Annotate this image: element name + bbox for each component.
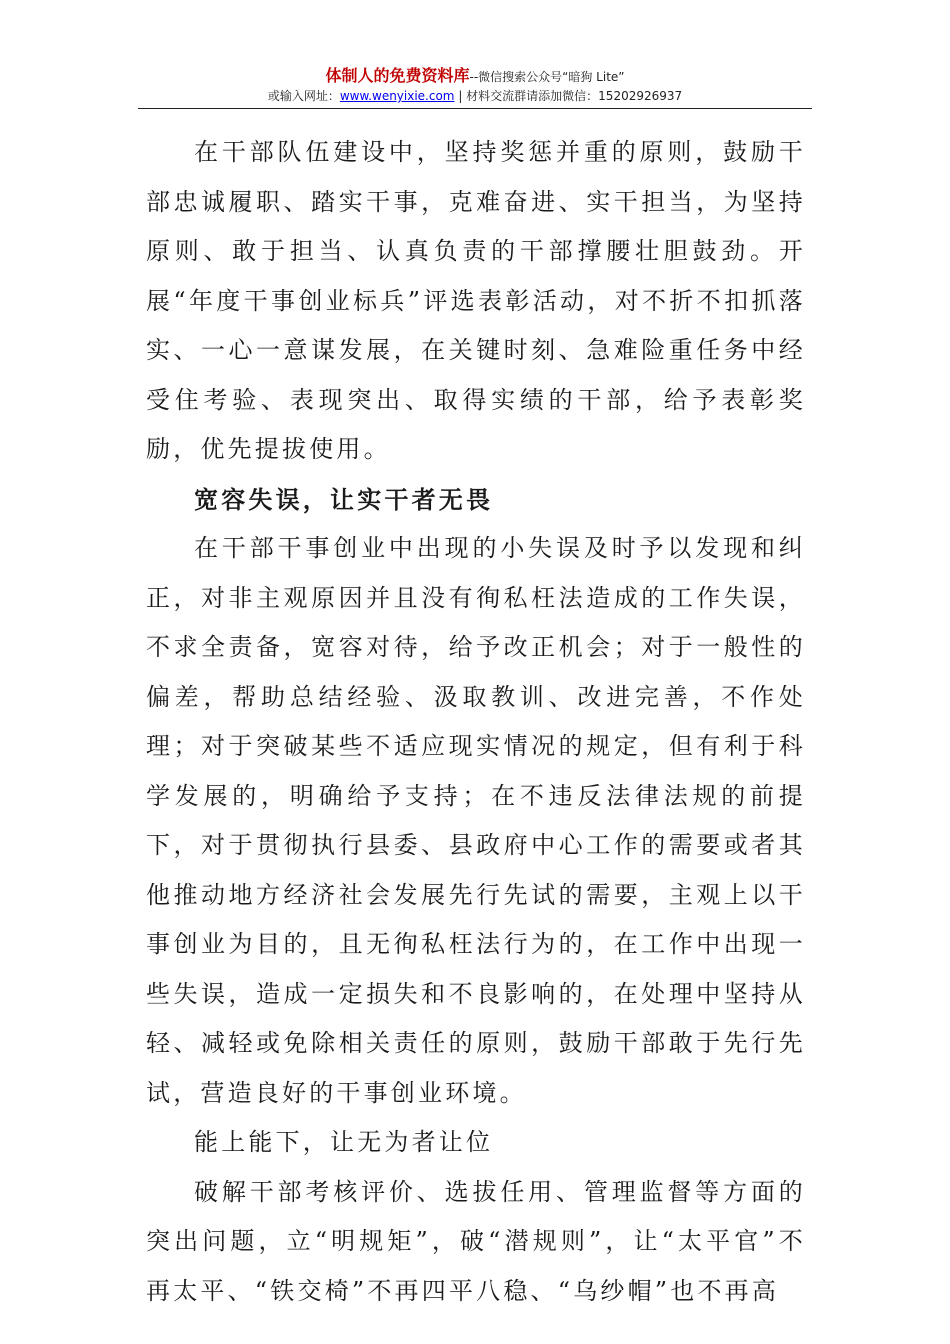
header-brand: 体制人的免费资料库 [325,66,470,85]
header-slogan: --微信搜索公众号“暗狗 Lite” [469,70,625,84]
paragraph-promotion-demotion: 破解干部考核评价、选拔任用、管理监督等方面的突出问题，立“明规矩”，破“潜规则”，让“太平官”不再太平、“铁交椅”不再四平八稳、“乌纱帽”也不再高 [146,1177,806,1305]
header-contact-line [0,87,950,105]
header-contact: | 材料交流群请添加微信：15202926937 [454,89,683,103]
header-website-link[interactable]: www.wenyixie.com [339,89,455,103]
header-website-prefix: 或输入网址： [267,89,340,103]
section-heading-promotion-demotion: 能上能下，让无为者让位 [194,1128,494,1156]
document-body [146,128,806,1316]
header-divider [138,108,812,109]
page-header [0,66,950,105]
header-title-line [0,66,950,87]
section-heading-tolerate-mistakes: 宽容失误，让实干者无畏 [194,484,494,514]
paragraph-reward-punishment: 在干部队伍建设中，坚持奖惩并重的原则，鼓励干部忠诚履职、踏实干事，克难奋进、实干担当，为坚持原则、敢于担当、认真负责的干部撑腰壮胆鼓劲。开展“年度干事创业标兵”评选表彰活动，对不折不扣抓落实、一心一意谋发展，在关键时刻、急难险重任务中经受住考验、表现突出、取得实绩的干部，给予表彰奖励，优先提拔使用。 [146,138,806,463]
paragraph-tolerate-mistakes: 在干部干事创业中出现的小失误及时予以发现和纠正，对非主观原因并且没有徇私枉法造成的工作失误，不求全责备，宽容对待，给予改正机会；对于一般性的偏差，帮助总结经验、汲取教训、改进完善，不作处理；对于突破某些不适应现实情况的规定，但有利于科学发展的，明确给予支持；在不违反法律法规的前提下，对于贯彻执行县委、县政府中心工作的需要或者其他推动地方经济社会发展先行先试的需要，主观上以干事创业为目的，且无徇私枉法行为的，在工作中出现一些失误，造成一定损失和不良影响的，在处理中坚持从轻、减轻或免除相关责任的原则，鼓励干部敢于先行先试，营造良好的干事创业环境。 [146,534,806,1107]
